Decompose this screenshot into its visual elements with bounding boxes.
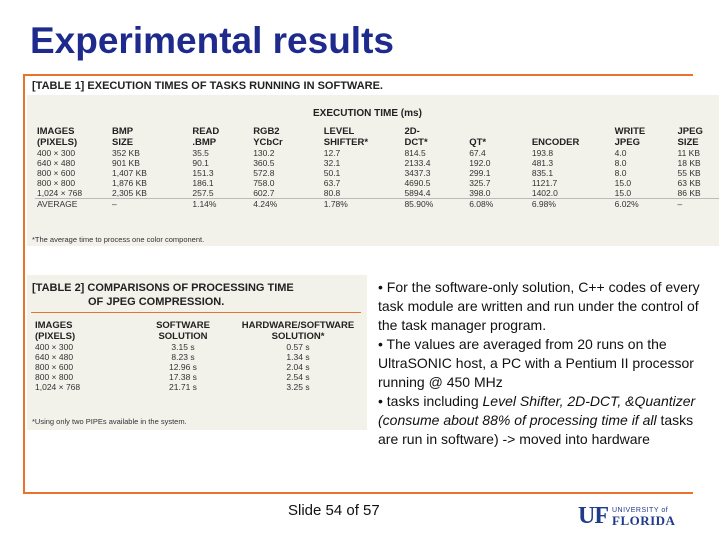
accent-rule-bottom <box>23 492 693 494</box>
table-cell: 18 KB <box>677 158 701 168</box>
table2-caption-rule <box>31 312 361 313</box>
logo-uf: UF <box>578 502 608 529</box>
col-header: IMAGES <box>37 126 75 137</box>
logo-wordmark <box>612 506 675 526</box>
table-cell: 63 KB <box>677 178 701 188</box>
table-cell: 86 KB <box>677 188 701 198</box>
table-cell: 21.71 s <box>169 382 197 392</box>
table-cell: 2133.4 <box>404 158 431 168</box>
table-cell: 257.5 <box>192 188 214 198</box>
table-cell: 398.0 <box>469 188 491 198</box>
table-cell: 130.2 <box>253 148 275 158</box>
table-row <box>35 188 719 199</box>
col-header: SOLUTION* <box>271 331 325 342</box>
table-cell: – <box>110 199 190 210</box>
table-row <box>35 148 719 158</box>
table-cell: – <box>676 199 720 210</box>
table-cell: 814.5 <box>404 148 426 158</box>
col-header: QT* <box>469 137 487 148</box>
table-cell: 85.90% <box>402 199 467 210</box>
table-cell: 1.34 s <box>286 352 310 362</box>
table1-header-row <box>35 126 719 148</box>
table-cell: 193.8 <box>531 148 554 158</box>
table-cell: 835.1 <box>531 168 554 178</box>
col-header: DCT* <box>404 137 428 148</box>
table2-caption-line1: [TABLE 2] COMPARISONS OF PROCESSING TIME <box>32 282 294 294</box>
table-cell: 3.25 s <box>286 382 310 392</box>
table2 <box>33 320 365 392</box>
table-cell: 80.8 <box>323 188 341 198</box>
table-cell: 6.08% <box>467 199 530 210</box>
col-header: JPEG <box>614 137 640 148</box>
bullet-text-2b: SONIC host, a PC with a Pentium II processor running @ 450 MHz <box>378 355 694 390</box>
col-header: SHIFTER* <box>323 137 369 148</box>
col-header: READ <box>192 126 220 137</box>
logo-line1: UNIVERSITY of <box>612 507 669 514</box>
table-cell: 15.0 <box>614 178 632 188</box>
col-header: (PIXELS) <box>35 331 76 342</box>
col-header: (PIXELS) <box>37 137 78 148</box>
bullet-text-3c: tasks are run in software) -> moved into hardware <box>378 412 694 447</box>
table-cell: 8.0 <box>614 168 627 178</box>
table-cell: 758.0 <box>253 178 275 188</box>
table-cell: 63.7 <box>323 178 341 188</box>
table-cell: 1402.0 <box>531 188 558 198</box>
accent-rule-top <box>23 74 693 76</box>
col-header: HARDWARE/SOFTWARE <box>241 320 355 331</box>
table-cell: 800 × 600 <box>37 168 76 178</box>
table-cell: 352 KB <box>111 148 140 158</box>
col-header: IMAGES <box>35 320 73 331</box>
table-cell: 325.7 <box>469 178 491 188</box>
table-cell: 5894.4 <box>404 188 431 198</box>
table-cell: 1.78% <box>322 199 403 210</box>
table-cell: 1,407 KB <box>111 168 147 178</box>
table-cell: 0.57 s <box>286 342 310 352</box>
col-header: SOLUTION <box>158 331 208 342</box>
table-cell: 4.0 <box>614 148 627 158</box>
table1 <box>35 126 719 209</box>
table-cell: 901 KB <box>111 158 140 168</box>
table-row <box>35 158 719 168</box>
table-cell: 400 × 300 <box>37 148 76 158</box>
table-cell: 3.15 s <box>171 342 195 352</box>
table1-group-header: EXECUTION TIME (ms) <box>313 108 422 119</box>
bullet-text <box>378 278 708 449</box>
table-cell: 1,024 × 768 <box>37 188 83 198</box>
table1-panel <box>27 78 719 246</box>
table-cell: 800 × 800 <box>35 372 74 382</box>
table-cell: 602.7 <box>253 188 275 198</box>
bullet-text-3a: • tasks including <box>378 393 483 409</box>
table-cell: 35.5 <box>192 148 209 158</box>
table-cell: 1,024 × 768 <box>35 382 81 392</box>
table-cell: 11 KB <box>677 148 701 158</box>
table-cell: 299.1 <box>469 168 491 178</box>
table-cell: 192.0 <box>469 158 491 168</box>
logo-line2: FLORIDA <box>612 513 676 528</box>
slide-title: Experimental results <box>30 20 394 61</box>
col-header: SIZE <box>677 137 699 148</box>
table1-footnote: *The average time to process one color component. <box>32 235 205 244</box>
table-cell: 3437.3 <box>404 168 431 178</box>
col-header: BMP <box>111 126 134 137</box>
col-header: RGB2 <box>253 126 280 137</box>
table-cell: 186.1 <box>192 178 214 188</box>
accent-rule-left <box>23 74 25 494</box>
table-cell: 400 × 300 <box>35 342 74 352</box>
table-cell: 90.1 <box>192 158 209 168</box>
table-row <box>33 382 365 392</box>
table-cell: 6.98% <box>530 199 613 210</box>
table-cell: 8.0 <box>614 158 627 168</box>
table-cell: 1,876 KB <box>111 178 147 188</box>
table-cell: 4690.5 <box>404 178 431 188</box>
table2-caption-line2: OF JPEG COMPRESSION. <box>88 296 225 308</box>
col-header: SIZE <box>111 137 134 148</box>
table-cell: 50.1 <box>323 168 341 178</box>
table-cell: 640 × 480 <box>35 352 74 362</box>
table-row-average <box>35 199 719 210</box>
bullet-item <box>378 278 708 335</box>
table1-caption: [TABLE 1] EXECUTION TIMES OF TASKS RUNNING IN SOFTWARE. <box>27 78 719 95</box>
table-cell: 6.02% <box>613 199 676 210</box>
table-cell: 2,305 KB <box>111 188 147 198</box>
table-cell: AVERAGE <box>35 199 110 210</box>
table-cell: 1121.7 <box>531 178 558 188</box>
col-header: 2D- <box>404 126 420 137</box>
university-logo <box>578 504 675 528</box>
table-cell: 1.14% <box>190 199 251 210</box>
table-row <box>33 372 365 382</box>
table2-caption <box>32 281 294 309</box>
col-header: WRITE <box>614 126 646 137</box>
table-cell: 17.38 s <box>169 372 197 382</box>
col-header: YCbCr <box>253 137 283 148</box>
table-cell: 572.8 <box>253 168 275 178</box>
table-row <box>33 352 365 362</box>
table-cell: 12.96 s <box>169 362 197 372</box>
table-cell: 481.3 <box>531 158 554 168</box>
col-header: LEVEL <box>323 126 355 137</box>
table-cell: 2.04 s <box>286 362 310 372</box>
col-header: JPEG <box>677 126 703 137</box>
table-cell: 800 × 800 <box>37 178 76 188</box>
table-row <box>33 362 365 372</box>
table-cell: 151.3 <box>192 168 214 178</box>
table-cell: 55 KB <box>677 168 701 178</box>
bullet-item <box>378 392 708 449</box>
table-cell: 360.5 <box>253 158 275 168</box>
table-cell: 640 × 480 <box>37 158 76 168</box>
table2-panel <box>27 275 367 430</box>
table-row <box>35 168 719 178</box>
slide-number: Slide 54 of 57 <box>288 502 380 519</box>
table-cell: 12.7 <box>323 148 341 158</box>
table-cell: 67.4 <box>469 148 486 158</box>
col-header: .BMP <box>192 137 217 148</box>
table-cell: 32.1 <box>323 158 341 168</box>
table-cell: 8.23 s <box>171 352 195 362</box>
table-row <box>33 342 365 352</box>
table-cell: 15.0 <box>614 188 632 198</box>
bullet-text-1: • For the software-only solution, C++ codes of every task module are written and run under the control of the task manager program. <box>378 279 700 333</box>
bullet-item <box>378 335 708 392</box>
col-header: ENCODER <box>531 137 580 148</box>
table-row <box>35 178 719 188</box>
table-cell: 4.24% <box>251 199 322 210</box>
col-header: SOFTWARE <box>156 320 210 331</box>
table2-header-row <box>33 320 365 342</box>
bullet-text-2a: • The values are averaged from 20 runs on the Ultra <box>378 336 667 371</box>
table2-footnote: *Using only two PIPEs available in the system. <box>32 417 187 426</box>
table-cell: 800 × 600 <box>35 362 74 372</box>
bullet-text-3b: Level Shifter, 2D-DCT, &Quantizer (consume about 88% of processing time if all <box>378 393 696 428</box>
table-cell: 2.54 s <box>286 372 310 382</box>
